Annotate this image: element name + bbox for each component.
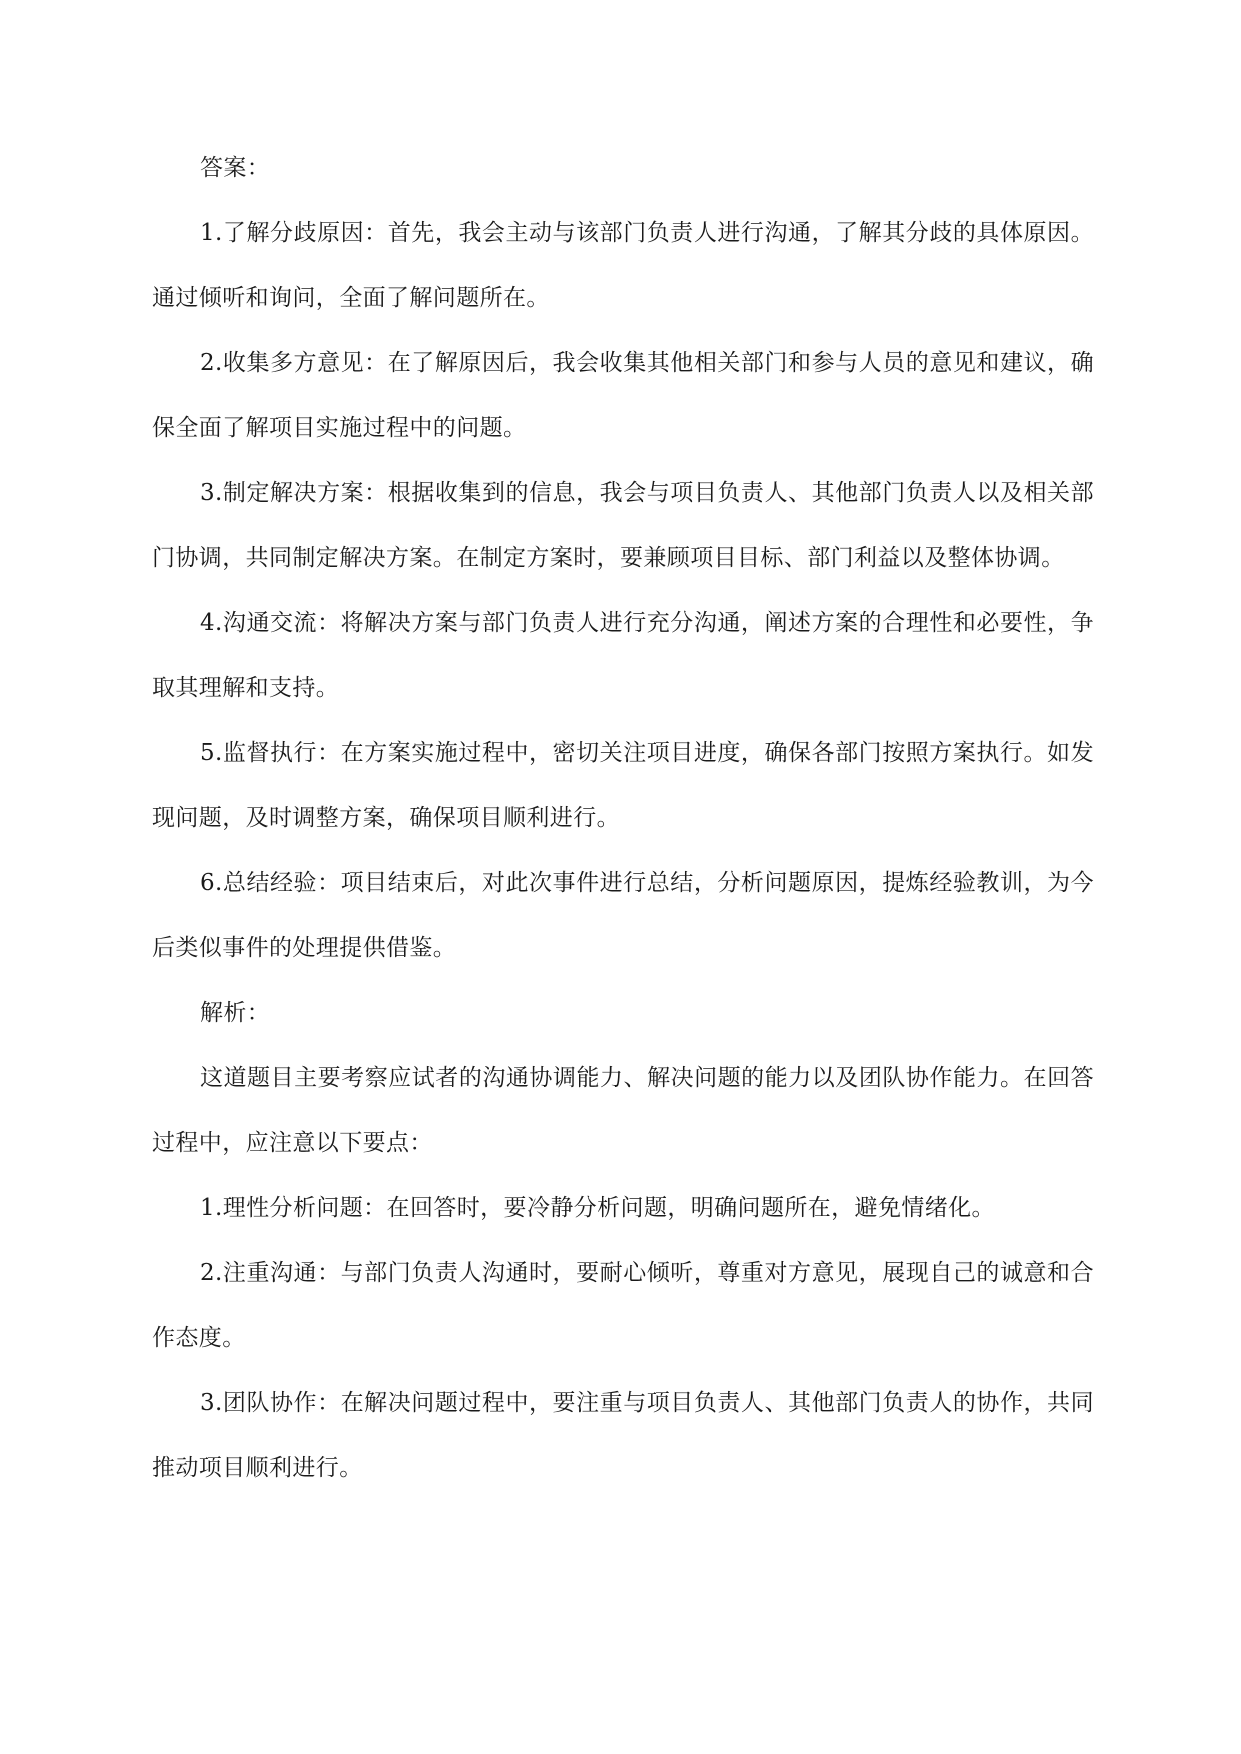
analysis-item: 1.理性分析问题：在回答时，要冷静分析问题，明确问题所在，避免情绪化。 (200, 1195, 995, 1221)
analysis-intro: 这道题目主要考察应试者的沟通协调能力、解决问题的能力以及团队协作能力。在回答过程中，应注意以下要点： (152, 1065, 1094, 1156)
answer-item: 6.总结经验：项目结束后，对此次事件进行总结，分析问题原因，提炼经验教训，为今后类似事件的处理提供借鉴。 (152, 870, 1094, 961)
document-page (152, 136, 1094, 1501)
answer-item: 4.沟通交流：将解决方案与部门负责人进行充分沟通，阐述方案的合理性和必要性，争取其理解和支持。 (152, 610, 1094, 701)
answer-item: 2.收集多方意见：在了解原因后，我会收集其他相关部门和参与人员的意见和建议，确保全面了解项目实施过程中的问题。 (152, 350, 1094, 441)
answer-heading: 答案： (200, 155, 271, 181)
answer-item: 1.了解分歧原因：首先，我会主动与该部门负责人进行沟通，了解其分歧的具体原因。通过倾听和询问，全面了解问题所在。 (152, 220, 1094, 311)
analysis-item: 2.注重沟通：与部门负责人沟通时，要耐心倾听，尊重对方意见，展现自己的诚意和合作态度。 (152, 1260, 1094, 1351)
analysis-heading: 解析： (200, 1000, 271, 1026)
answer-item: 3.制定解决方案：根据收集到的信息，我会与项目负责人、其他部门负责人以及相关部门协调，共同制定解决方案。在制定方案时，要兼顾项目目标、部门利益以及整体协调。 (152, 480, 1094, 571)
answer-item: 5.监督执行：在方案实施过程中，密切关注项目进度，确保各部门按照方案执行。如发现问题，及时调整方案，确保项目顺利进行。 (152, 740, 1094, 831)
analysis-item: 3.团队协作：在解决问题过程中，要注重与项目负责人、其他部门负责人的协作，共同推动项目顺利进行。 (152, 1390, 1094, 1481)
